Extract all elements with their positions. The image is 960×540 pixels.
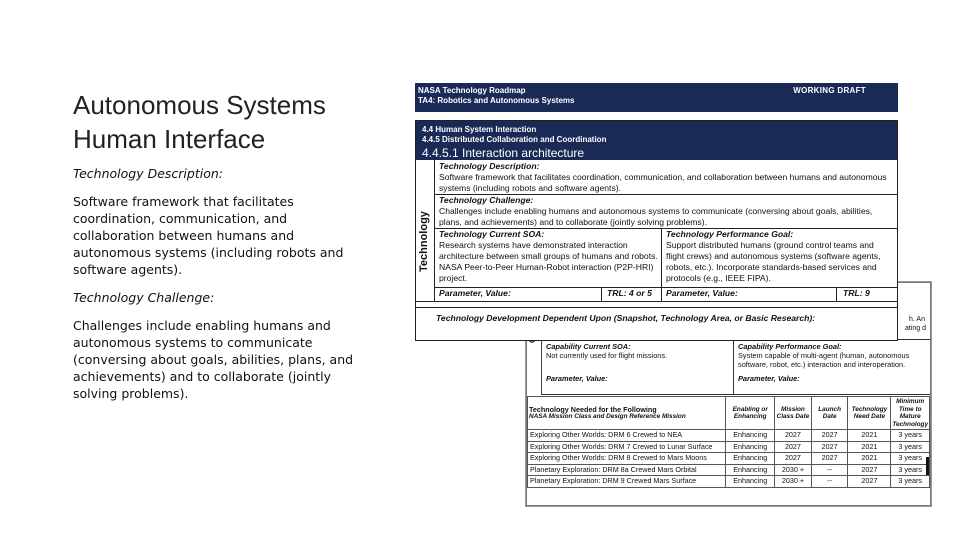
enabling-cell: Enhancing bbox=[726, 453, 775, 465]
need-date-header: Technology Need Date bbox=[848, 397, 891, 430]
mature-header: Minimum Time to Mature Technology bbox=[892, 398, 928, 428]
card-description: Technology Description: Software framework that facilitates coordination, communication, and collaboration between humans and autonomous systems (including robots and software agents). bbox=[439, 161, 887, 193]
mature-cell: 3 years bbox=[891, 441, 930, 453]
peek-text-1: h. An bbox=[909, 316, 925, 323]
enabling-cell: Enhancing bbox=[726, 430, 775, 442]
card-side-label: Technology bbox=[416, 160, 435, 301]
capability-goal: Capability Performance Goal: System capable of multi-agent (human, autonomous software, robot, etc.) interaction and interoperation. bbox=[738, 342, 910, 369]
mission-cell: Exploring Other Worlds: DRM 7 Crewed to Lunar Surface bbox=[528, 441, 726, 453]
table-row bbox=[528, 430, 930, 442]
mature-cell: 3 years bbox=[891, 476, 930, 488]
capability-param-left: Parameter, Value: bbox=[546, 374, 608, 383]
mission-cell: Planetary Exploration: DRM 8a Crewed Mars Orbital bbox=[528, 464, 726, 476]
mission-cell: Exploring Other Worlds: DRM 8 Crewed to Mars Moons bbox=[528, 453, 726, 465]
technology-card bbox=[415, 120, 898, 341]
capability-param-right: Parameter, Value: bbox=[738, 374, 800, 383]
card-current-soa: Technology Current SOA: Research systems have demonstrated interaction architecture between small groups of humans and robots. NASA Peer-to-Peer Human-Robot interaction (P2P-HRI) project. bbox=[439, 229, 658, 283]
mission-class-cell: 2030 + bbox=[775, 464, 812, 476]
launch-cell: -- bbox=[811, 476, 848, 488]
mission-class-cell: 2030 + bbox=[775, 476, 812, 488]
enabling-cell: Enhancing bbox=[726, 464, 775, 476]
card-param-right: Parameter, Value: bbox=[666, 288, 738, 298]
peek-text-2: ating d bbox=[905, 325, 927, 332]
slide-title bbox=[73, 88, 368, 156]
need-date-cell: 2027 bbox=[848, 476, 891, 488]
need-date-cell: 2027 bbox=[848, 464, 891, 476]
banner-title: NASA Technology Roadmap bbox=[418, 86, 526, 95]
mission-class-cell: 2027 bbox=[775, 441, 812, 453]
card-param-left: Parameter, Value: bbox=[439, 288, 511, 298]
capability-soa: Capability Current SOA: Not currently used for flight missions. bbox=[546, 342, 668, 360]
roadmap-banner bbox=[415, 83, 898, 112]
card-challenge: Technology Challenge: Challenges include enabling humans and autonomous systems to communicate (conversing about goals, abilities, plans, and achievements) and to collaborate (jointly solving problems). bbox=[439, 195, 873, 227]
need-date-cell: 2021 bbox=[848, 441, 891, 453]
mission-class-header: Mission Class Date bbox=[775, 397, 812, 430]
need-date-cell: 2021 bbox=[848, 430, 891, 442]
mission-cell: Planetary Exploration: DRM 9 Crewed Mars Surface bbox=[528, 476, 726, 488]
banner-subtitle: TA4: Robotics and Autonomous Systems bbox=[418, 96, 575, 105]
launch-cell: 2027 bbox=[811, 453, 848, 465]
launch-header: Launch Date bbox=[811, 397, 848, 430]
card-trl-right: TRL: 9 bbox=[843, 288, 870, 298]
mission-class-cell: 2027 bbox=[775, 430, 812, 442]
mission-cell: Exploring Other Worlds: DRM 6 Crewed to NEA bbox=[528, 430, 726, 442]
enabling-header: Enabling or Enhancing bbox=[726, 397, 775, 430]
launch-cell: 2027 bbox=[811, 430, 848, 442]
table-row bbox=[528, 476, 930, 488]
slide-text-panel bbox=[73, 88, 368, 414]
roadmap-document bbox=[415, 83, 898, 340]
enabling-cell: Enhancing bbox=[726, 476, 775, 488]
table-row bbox=[528, 453, 930, 465]
mission-table bbox=[527, 396, 930, 488]
launch-cell: -- bbox=[811, 464, 848, 476]
card-dependency: Technology Development Dependent Upon (Snapshot, Technology Area, or Basic Research): bbox=[436, 313, 816, 323]
card-header bbox=[416, 121, 897, 160]
mission-table-header bbox=[528, 397, 930, 430]
challenge-label: Technology Challenge: bbox=[73, 290, 215, 305]
page-edge-mark bbox=[926, 457, 929, 475]
slide-title-line1: Autonomous Systems bbox=[73, 90, 326, 120]
slide-title-line2: Human Interface bbox=[73, 124, 266, 154]
need-date-cell: 2021 bbox=[848, 453, 891, 465]
card-header-subarea: 4.4.5 Distributed Collaboration and Coordination bbox=[422, 135, 607, 144]
launch-cell: 2027 bbox=[811, 441, 848, 453]
challenge-text: Challenges include enabling humans and autonomous systems to communicate (conversing about goals, abilities, plans, and achievements) and to collaborate (jointly solving problems). bbox=[73, 318, 354, 401]
mature-cell: 3 years bbox=[891, 464, 930, 476]
table-row bbox=[528, 464, 930, 476]
card-header-area: 4.4 Human System Interaction bbox=[422, 125, 537, 134]
table-row bbox=[528, 441, 930, 453]
description-label: Technology Description: bbox=[73, 166, 223, 181]
mature-cell: 3 years bbox=[891, 453, 930, 465]
mission-header: Technology Needed for the Following NASA Mission Class and Design Reference Mission bbox=[528, 397, 726, 430]
mature-cell: 3 years bbox=[891, 430, 930, 442]
banner-draft-label: WORKING DRAFT bbox=[793, 86, 866, 95]
mission-class-cell: 2027 bbox=[775, 453, 812, 465]
card-trl-left: TRL: 4 or 5 bbox=[607, 288, 652, 298]
description-text: Software framework that facilitates coordination, communication, and collaboration between humans and autonomous systems (including robots and software agents). bbox=[73, 194, 344, 277]
enabling-cell: Enhancing bbox=[726, 441, 775, 453]
card-header-title: 4.4.5.1 Interaction architecture bbox=[422, 146, 585, 160]
card-performance-goal: Technology Performance Goal: Support distributed humans (ground control teams and flight crews) and autonomous systems (software agents, robots, etc.). Incorporate standards-based services and protocols (e.g., IEEE FIPA). bbox=[666, 229, 881, 283]
